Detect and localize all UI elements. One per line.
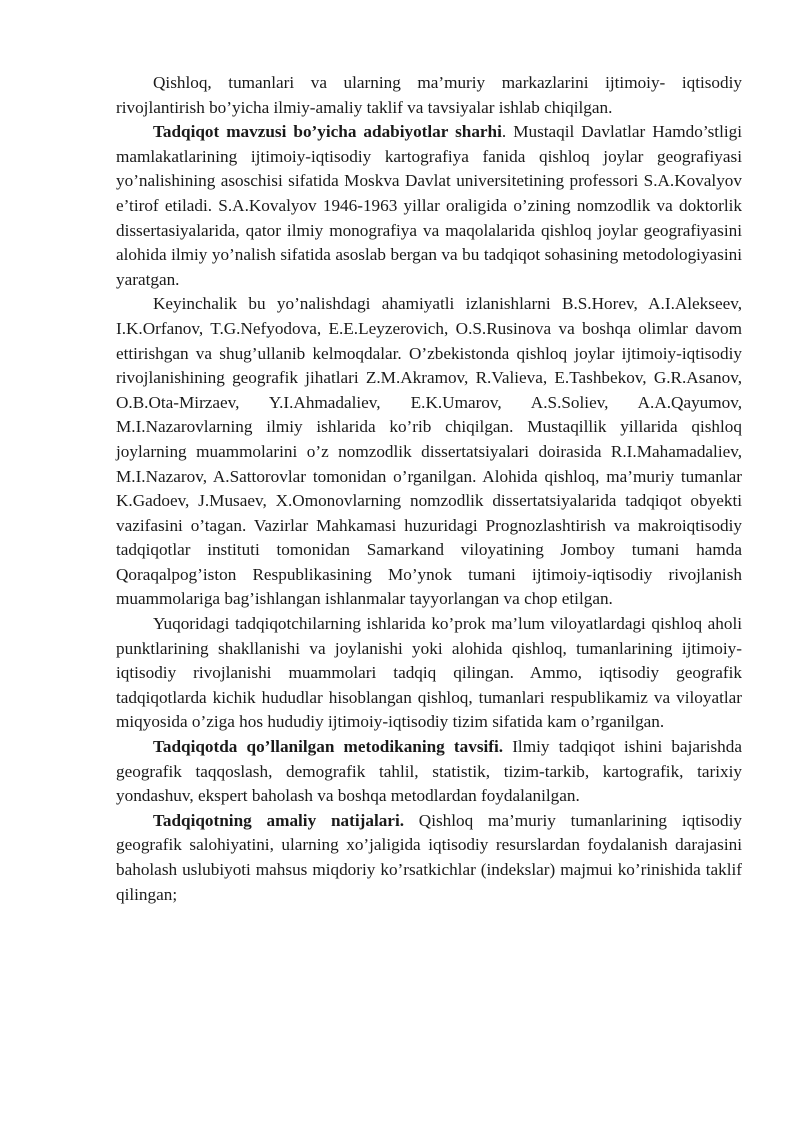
paragraph-1 [116,71,742,120]
section-heading-literature-review: Tadqiqot mavzusi bo’yicha adabiyotlar sharhi [153,122,502,142]
section-heading-practical-results: Tadqiqotning amaliy natijalari. [153,810,405,830]
paragraph-3 [116,292,742,612]
paragraph-5-text: Ilmiy tadqiqot ishini bajarishda geografik taqqoslash, demografik tahlil, statistik, tizim-tarkib, kartografik, tarixiy yondashuv, ekspert baholash va boshqa metodlardan foydalanilgan. [116,737,742,806]
document-page [116,71,742,907]
paragraph-1-text: Qishloq, tumanlari va ularning ma’muriy markazlarini ijtimoiy- iqtisodiy rivojlantirish bo’yicha ilmiy-amaliy taklif va tavsiyalar ishlab chiqilgan. [116,73,742,117]
paragraph-4 [116,612,742,735]
paragraph-2-text: . Mustaqil Davlatlar Hamdo’stligi mamlakatlarining ijtimoiy-iqtisodiy kartografiya fanida qishloq joylar geografiyasi yo’nalishining asoschisi sifatida Moskva Davlat universitetining professori S.A.Kovalyov e’tirof etiladi. S.A.Kovalyov 1946-1963 yillar oraligida o’zining nomzodlik va doktorlik dissertasiyalarida, qator ilmiy monografiya va maqolalarida qishloq joylar geografiyasini alohida ilmiy yo’nalish sifatida asoslab bergan va bu tadqiqot sohasining metodologiyasini yaratgan. [116,122,742,289]
paragraph-4-text: Yuqoridagi tadqiqotchilarning ishlarida ko’prok ma’lum viloyatlardagi qishloq aholi punktlarining shakllanishi va joylanishi yoki alohida qishloq, tumanlarining ijtimoiy-iqtisodiy rivojlanishi muammolari tadqiq qilingan. Ammo, iqtisodiy geografik tadqiqotlarda kichik hududlar hisoblangan qishloq, tumanlari respublikamiz va viloyatlar miqyosida o’ziga hos hududiy ijtimoiy-iqtisodiy tizim sifatida kam o’rganilgan. [116,614,742,732]
paragraph-6 [116,809,742,907]
paragraph-3-text: Keyinchalik bu yo’nalishdagi ahamiyatli izlanishlarni B.S.Horev, A.I.Alekseev, I.K.Orfanov, T.G.Nefyodova, E.E.Leyzerovich, O.S.Rusinova va boshqa olimlar davom ettirishgan va shug’ullanib kelmoqdalar. O’zbekistonda qishloq joylar ijtimoiy-iqtisodiy rivojlanishining geografik jihatlari Z.M.Akramov, R.Valieva, E.Tashbekov, G.R.Asanov, O.B.Ota-Mirzaev, Y.I.Ahmadaliev, E.K.Umarov, A.S.Soliev, A.A.Qayumov, M.I.Nazarovlarning ilmiy ishlarida ko’rib chiqilgan. Mustaqillik yillarida qishloq joylarning muammolarini o’z nomzodlik dissertatsiyalari doirasida R.I.Mahamadaliev, M.I.Nazarov, A.Sattorovlar tomonidan o’rganilgan. Alohida qishloq, ma’muriy tumanlar K.Gadoev, J.Musaev, X.Omonovlarning nomzodlik dissertatsiyalarida tadqiqot obyekti vazifasini o’tagan. Vazirlar Mahkamasi huzuridagi Prognozlashtirish va makroiqtisodiy tadqiqotlar instituti tomonidan Samarkand viloyatining Jomboy tumani hamda Qoraqalpog’iston Respublikasining Mo’ynok tumani ijtimoiy-iqtisodiy rivojlanish muammolariga bag’ishlangan ishlanmalar tayyorlangan va chop etilgan. [116,294,742,609]
paragraph-6-text: Qishloq ma’muriy tumanlarining iqtisodiy geografik salohiyatini, ularning xo’jaligida iqtisodiy resurslardan foydalanish darajasini baholash uslubiyoti mahsus miqdoriy ko’rsatkichlar (indekslar) majmui ko’rinishida taklif qilingan; [116,810,742,904]
section-heading-methodology: Tadqiqotda qo’llanilgan metodikaning tavsifi. [153,737,504,757]
paragraph-5 [116,735,742,809]
paragraph-2 [116,120,742,292]
